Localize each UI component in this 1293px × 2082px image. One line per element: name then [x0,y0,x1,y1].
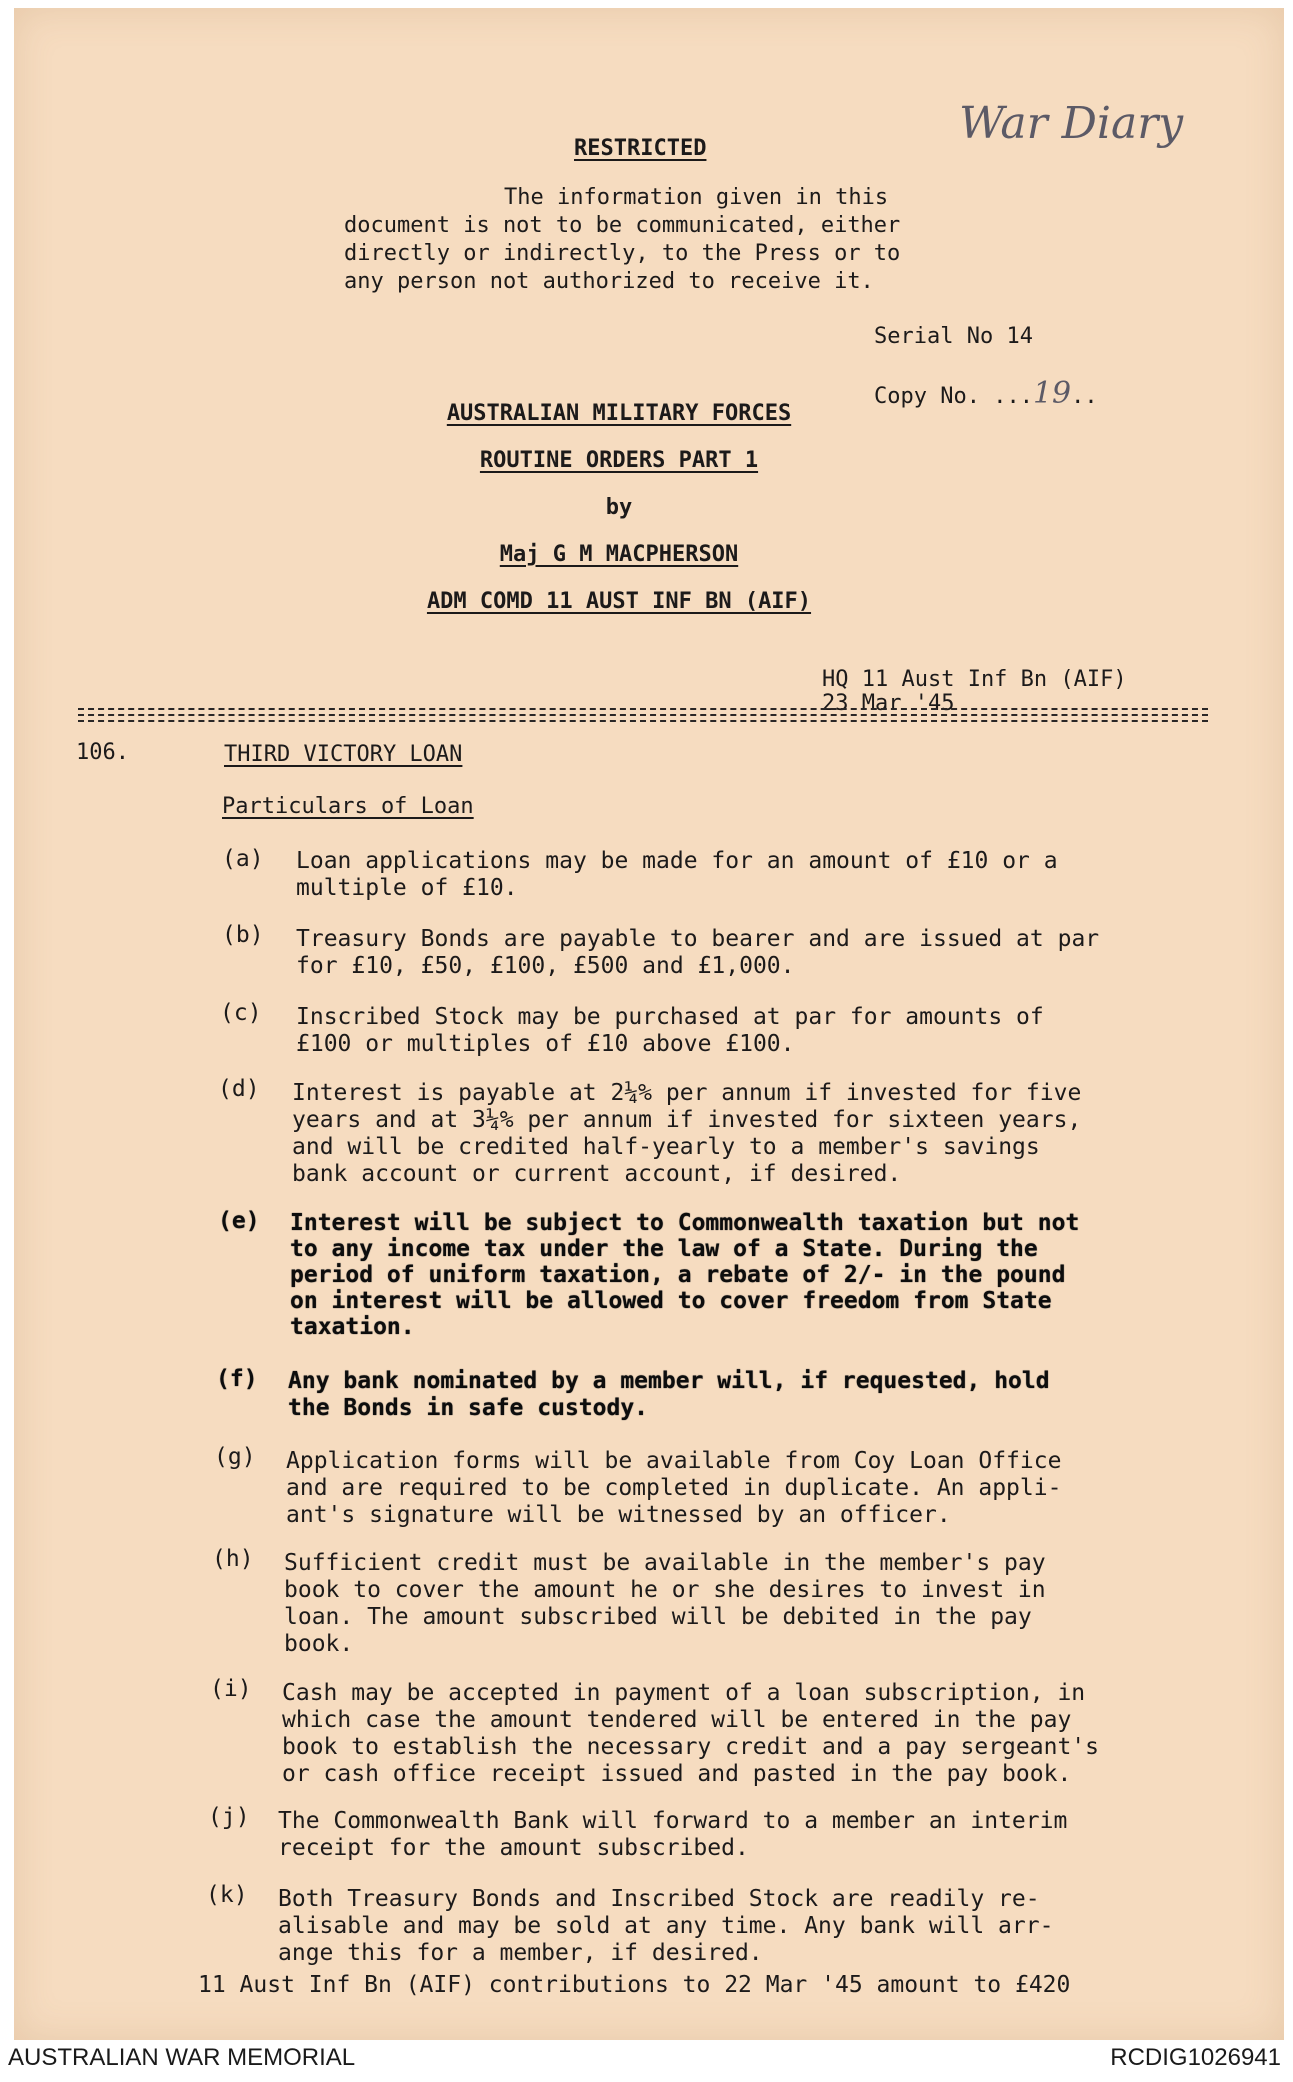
notice-line: The information given in this [504,185,889,210]
item-label: (c) [220,1000,262,1026]
item-label: (j) [208,1804,250,1830]
item-text: Sufficient credit must be available in the member's pay book to cover the amount he or she desires to invest in loan. The amount subscribed will be debited in the pay book. [284,1550,1046,1657]
item-text: Both Treasury Bonds and Inscribed Stock are readily re- alisable and may be sold at any time. Any bank will arr- ange this for a member, if desired. [278,1886,1054,1966]
divider-line [78,720,1208,722]
item-label: (i) [210,1676,252,1702]
item-text: Inscribed Stock may be purchased at par for amounts of £100 or multiples of £10 above £100. [296,1004,1044,1057]
order-date: 23 Mar '45 [822,691,955,716]
notice-line: directly or indirectly, to the Press or to [344,241,901,266]
copy-number-handwritten: 19 [1032,376,1072,411]
divider-line [78,714,1208,716]
order-title: THIRD VICTORY LOAN [224,742,463,767]
item-label: (f) [216,1366,258,1392]
item-label: (g) [214,1444,256,1470]
command-title: ADM COMD 11 AUST INF BN (AIF) [426,589,812,614]
item-label: (h) [212,1546,254,1572]
item-text: Interest will be subject to Commonwealth taxation but not to any income tax under the law of a State. During the period of uniform taxation, a rebate of 2/- in the pound on interest will be allowed to cover freedom from State taxation. [290,1210,1080,1340]
item-label: (k) [206,1882,248,1908]
item-label: (a) [222,846,264,872]
restricted-heading: RESTRICTED [574,136,707,161]
item-text: Treasury Bonds are payable to bearer and are issued at par for £10, £50, £100, £500 and £1,000. [296,926,1100,979]
item-label: (e) [218,1208,260,1234]
notice-line: any person not authorized to receive it. [344,269,874,294]
copy-suffix: .. [1071,384,1098,409]
by-line: by [605,495,633,520]
hq-name: HQ 11 Aust Inf Bn (AIF) [822,667,1127,692]
order-title-block [14,402,1284,614]
item-text: Interest is payable at 2¼% per annum if invested for five years and at 3¼% per annum if invested for sixteen years, and will be credited half-yearly to a member's savings bank account or current account, if desired. [292,1080,1082,1187]
item-text: Cash may be accepted in payment of a loan subscription, in which case the amount tendered will be entered in the pay book to establish the necessary credit and a pay sergeant's or cash office receipt issued and pasted in the pay book. [282,1680,1099,1787]
routine-orders-title: ROUTINE ORDERS PART 1 [479,448,759,473]
serial-number: Serial No 14 [874,324,1033,349]
item-text: Application forms will be available from Coy Loan Office and are required to be completed in duplicate. An appli- ant's signature will be witnessed by an officer. [286,1448,1062,1528]
divider-line [78,708,1208,710]
item-label: (b) [222,922,264,948]
notice-line: document is not to be communicated, either [344,213,901,238]
archive-reference: RCDIG1026941 [1110,2044,1281,2071]
item-text: Loan applications may be made for an amount of £10 or a multiple of £10. [296,848,1058,901]
copy-label: Copy No. ... [874,384,1033,409]
contributions-summary: 11 Aust Inf Bn (AIF) contributions to 22 Mar '45 amount to £420 [198,1972,1071,1998]
item-label: (d) [218,1076,260,1102]
order-number: 106. [76,740,129,765]
item-text: The Commonwealth Bank will forward to a member an interim receipt for the amount subscribed. [278,1808,1068,1861]
force-name: AUSTRALIAN MILITARY FORCES [446,401,792,426]
confidentiality-notice [344,184,1044,296]
commander-name: Maj G M MACPHERSON [499,542,739,567]
archive-credit: AUSTRALIAN WAR MEMORIAL [8,2044,356,2071]
order-subtitle: Particulars of Loan [222,794,474,819]
item-text: Any bank nominated by a member will, if requested, hold the Bonds in safe custody. [288,1368,1050,1421]
document-page [14,8,1284,2040]
handwritten-annotation: War Diary [959,98,1184,149]
